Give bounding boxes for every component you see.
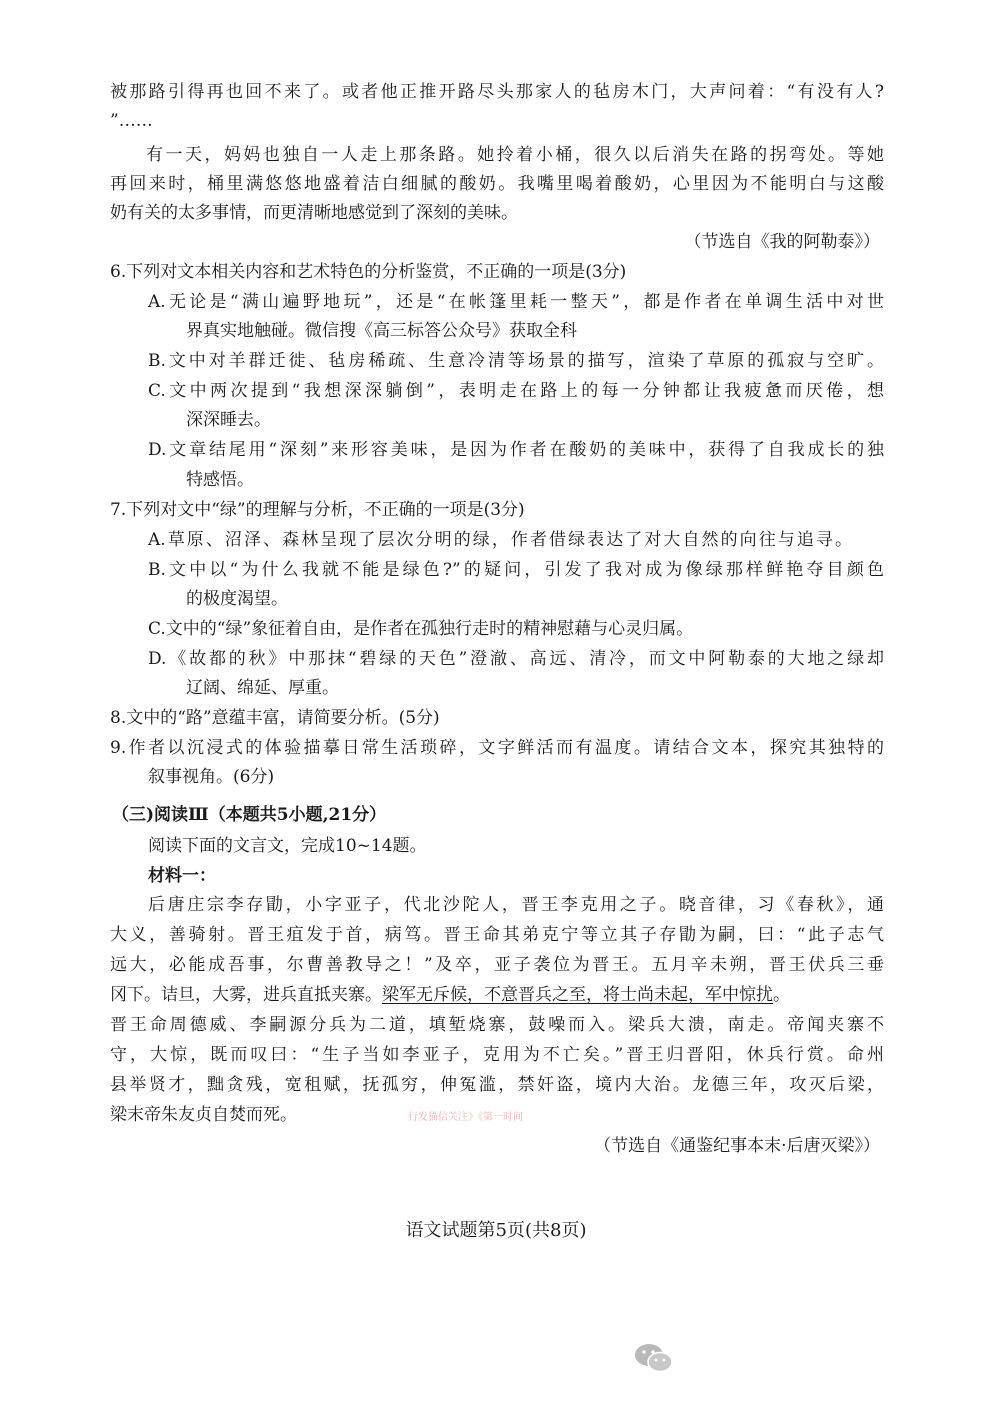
classical-text-line: 大义，善骑射。晋王疽发于首，病笃。晋王命其弟克宁等立其子存勖为嗣，曰：“此子志气 bbox=[110, 925, 884, 945]
passage-line: 奶有关的太多事情，而更清晰地感觉到了深刻的美味。 bbox=[110, 203, 518, 223]
option-d: D.《故都的秋》中那抹“碧绿的天色”澄澈、高远、清冷，而文中阿勒泰的大地之绿却 bbox=[148, 649, 884, 669]
option-a: A.无论是“满山遍野地玩”，还是“在帐篷里耗一整天”，都是作者在单调生活中对世 bbox=[148, 292, 884, 312]
material-label: 材料一： bbox=[148, 866, 216, 886]
classical-text-line: 守，大惊，既而叹曰：“生子当如李亚子，克用为不亡矣。”晋王归晋阳，休兵行赏。命州 bbox=[110, 1045, 884, 1065]
passage-line: ”…… bbox=[110, 111, 153, 131]
classical-text-line: 后唐庄宗李存勖，小字亚子，代北沙陀人，晋王李克用之子。晓音律，习《春秋》，通 bbox=[148, 895, 884, 915]
option-c: C.文中两次提到“我想深深躺倒”，表明走在路上的每一分钟都让我疲惫而厌倦，想 bbox=[148, 381, 884, 401]
classical-text-line bbox=[110, 980, 790, 1010]
option-c: C.文中的“绿”象征着自由，是作者在孤独行走时的精神慰藉与心灵归属。 bbox=[148, 619, 694, 639]
option-a: A.草原、沼泽、森林呈现了层次分明的绿，作者借绿表达了对大自然的向往与追寻。 bbox=[148, 530, 852, 550]
classical-text-line: 远大，必能成吾事，尔曹善教导之！”及卒，亚子袭位为晋王。五月辛未朔，晋王伏兵三垂 bbox=[110, 955, 884, 975]
option-d-cont: 特感悟。 bbox=[186, 470, 254, 490]
underlined-sentence: 梁军无斥候，不意晋兵之至，将士尚未起，军中惊扰 bbox=[382, 985, 773, 1005]
question-6-stem: 6.下列对文本相关内容和艺术特色的分析鉴赏，不正确的一项是(3分) bbox=[110, 262, 627, 282]
question-9-stem: 9.作者以沉浸式的体验描摹日常生活琐碎，文字鲜活而有温度。请结合文本，探究其独特的 bbox=[110, 738, 884, 758]
wechat-icon bbox=[632, 1340, 676, 1376]
classical-source: （节选自《通鉴纪事本末·后唐灭梁》） bbox=[594, 1136, 880, 1156]
text-segment: 冈下。诘旦，大雾，进兵直抵夹寨。 bbox=[110, 985, 382, 1005]
passage-line: 有一天，妈妈也独自一人走上那条路。她拎着小桶，很久以后消失在路的拐弯处。等她 bbox=[146, 145, 884, 165]
option-d-cont: 辽阔、绵延、厚重。 bbox=[186, 678, 339, 698]
page-footer: 语文试题第5页(共8页) bbox=[405, 1220, 587, 1241]
section-intro: 阅读下面的文言文，完成10~14题。 bbox=[148, 836, 427, 856]
passage-source: （节选自《我的阿勒泰》） bbox=[684, 232, 880, 252]
classical-text-line: 晋王命周德威、李嗣源分兵为二道，填堑烧寨，鼓噪而入。梁兵大溃，南走。帝闻夹寨不 bbox=[110, 1015, 884, 1035]
option-c-cont: 深深睡去。 bbox=[186, 410, 271, 430]
classical-text-line: 梁末帝朱友贞自焚而死。 bbox=[110, 1105, 297, 1125]
option-d: D.文章结尾用“深刻”来形容美味，是因为作者在酸奶的美味中，获得了自我成长的独 bbox=[148, 440, 884, 460]
question-8-stem: 8.文中的“路”意蕴丰富，请简要分析。(5分) bbox=[110, 708, 440, 728]
question-7-stem: 7.下列对文中“绿”的理解与分析，不正确的一项是(3分) bbox=[110, 500, 525, 520]
classical-text-line: 县举贤才，黜贪残，宽租赋，抚孤穷，伸冤滥，禁奸盗，境内大治。龙德三年，攻灭后梁， bbox=[110, 1075, 884, 1095]
section-heading: （三)阅读Ⅲ（本题共5小题,21分） bbox=[112, 805, 387, 825]
option-b-cont: 的极度渴望。 bbox=[186, 589, 288, 609]
text-segment: 。 bbox=[773, 985, 790, 1005]
passage-line: 再回来时，桶里满悠悠地盛着洁白细腻的酸奶。我嘴里喝着酸奶，心里因为不能明白与这酸 bbox=[110, 174, 884, 194]
question-9-cont: 叙事视角。(6分) bbox=[148, 767, 275, 787]
option-a-cont: 界真实地触碰。微信搜《高三标答公众号》获取全科 bbox=[186, 321, 577, 341]
option-b: B.文中对羊群迁徙、毡房稀疏、生意冷清等场景的描写，渲染了草原的孤寂与空旷。 bbox=[148, 351, 884, 371]
option-b: B.文中以“为什么我就不能是绿色?”的疑问，引发了我对成为像绿那样鲜艳夺目颜色 bbox=[148, 560, 884, 580]
watermark-text: 行发猫信关注》《第一时间 bbox=[408, 1112, 523, 1123]
passage-line: 被那路引得再也回不来了。或者他正推开路尽头那家人的毡房木门，大声问着：“有没有人? bbox=[110, 82, 884, 102]
